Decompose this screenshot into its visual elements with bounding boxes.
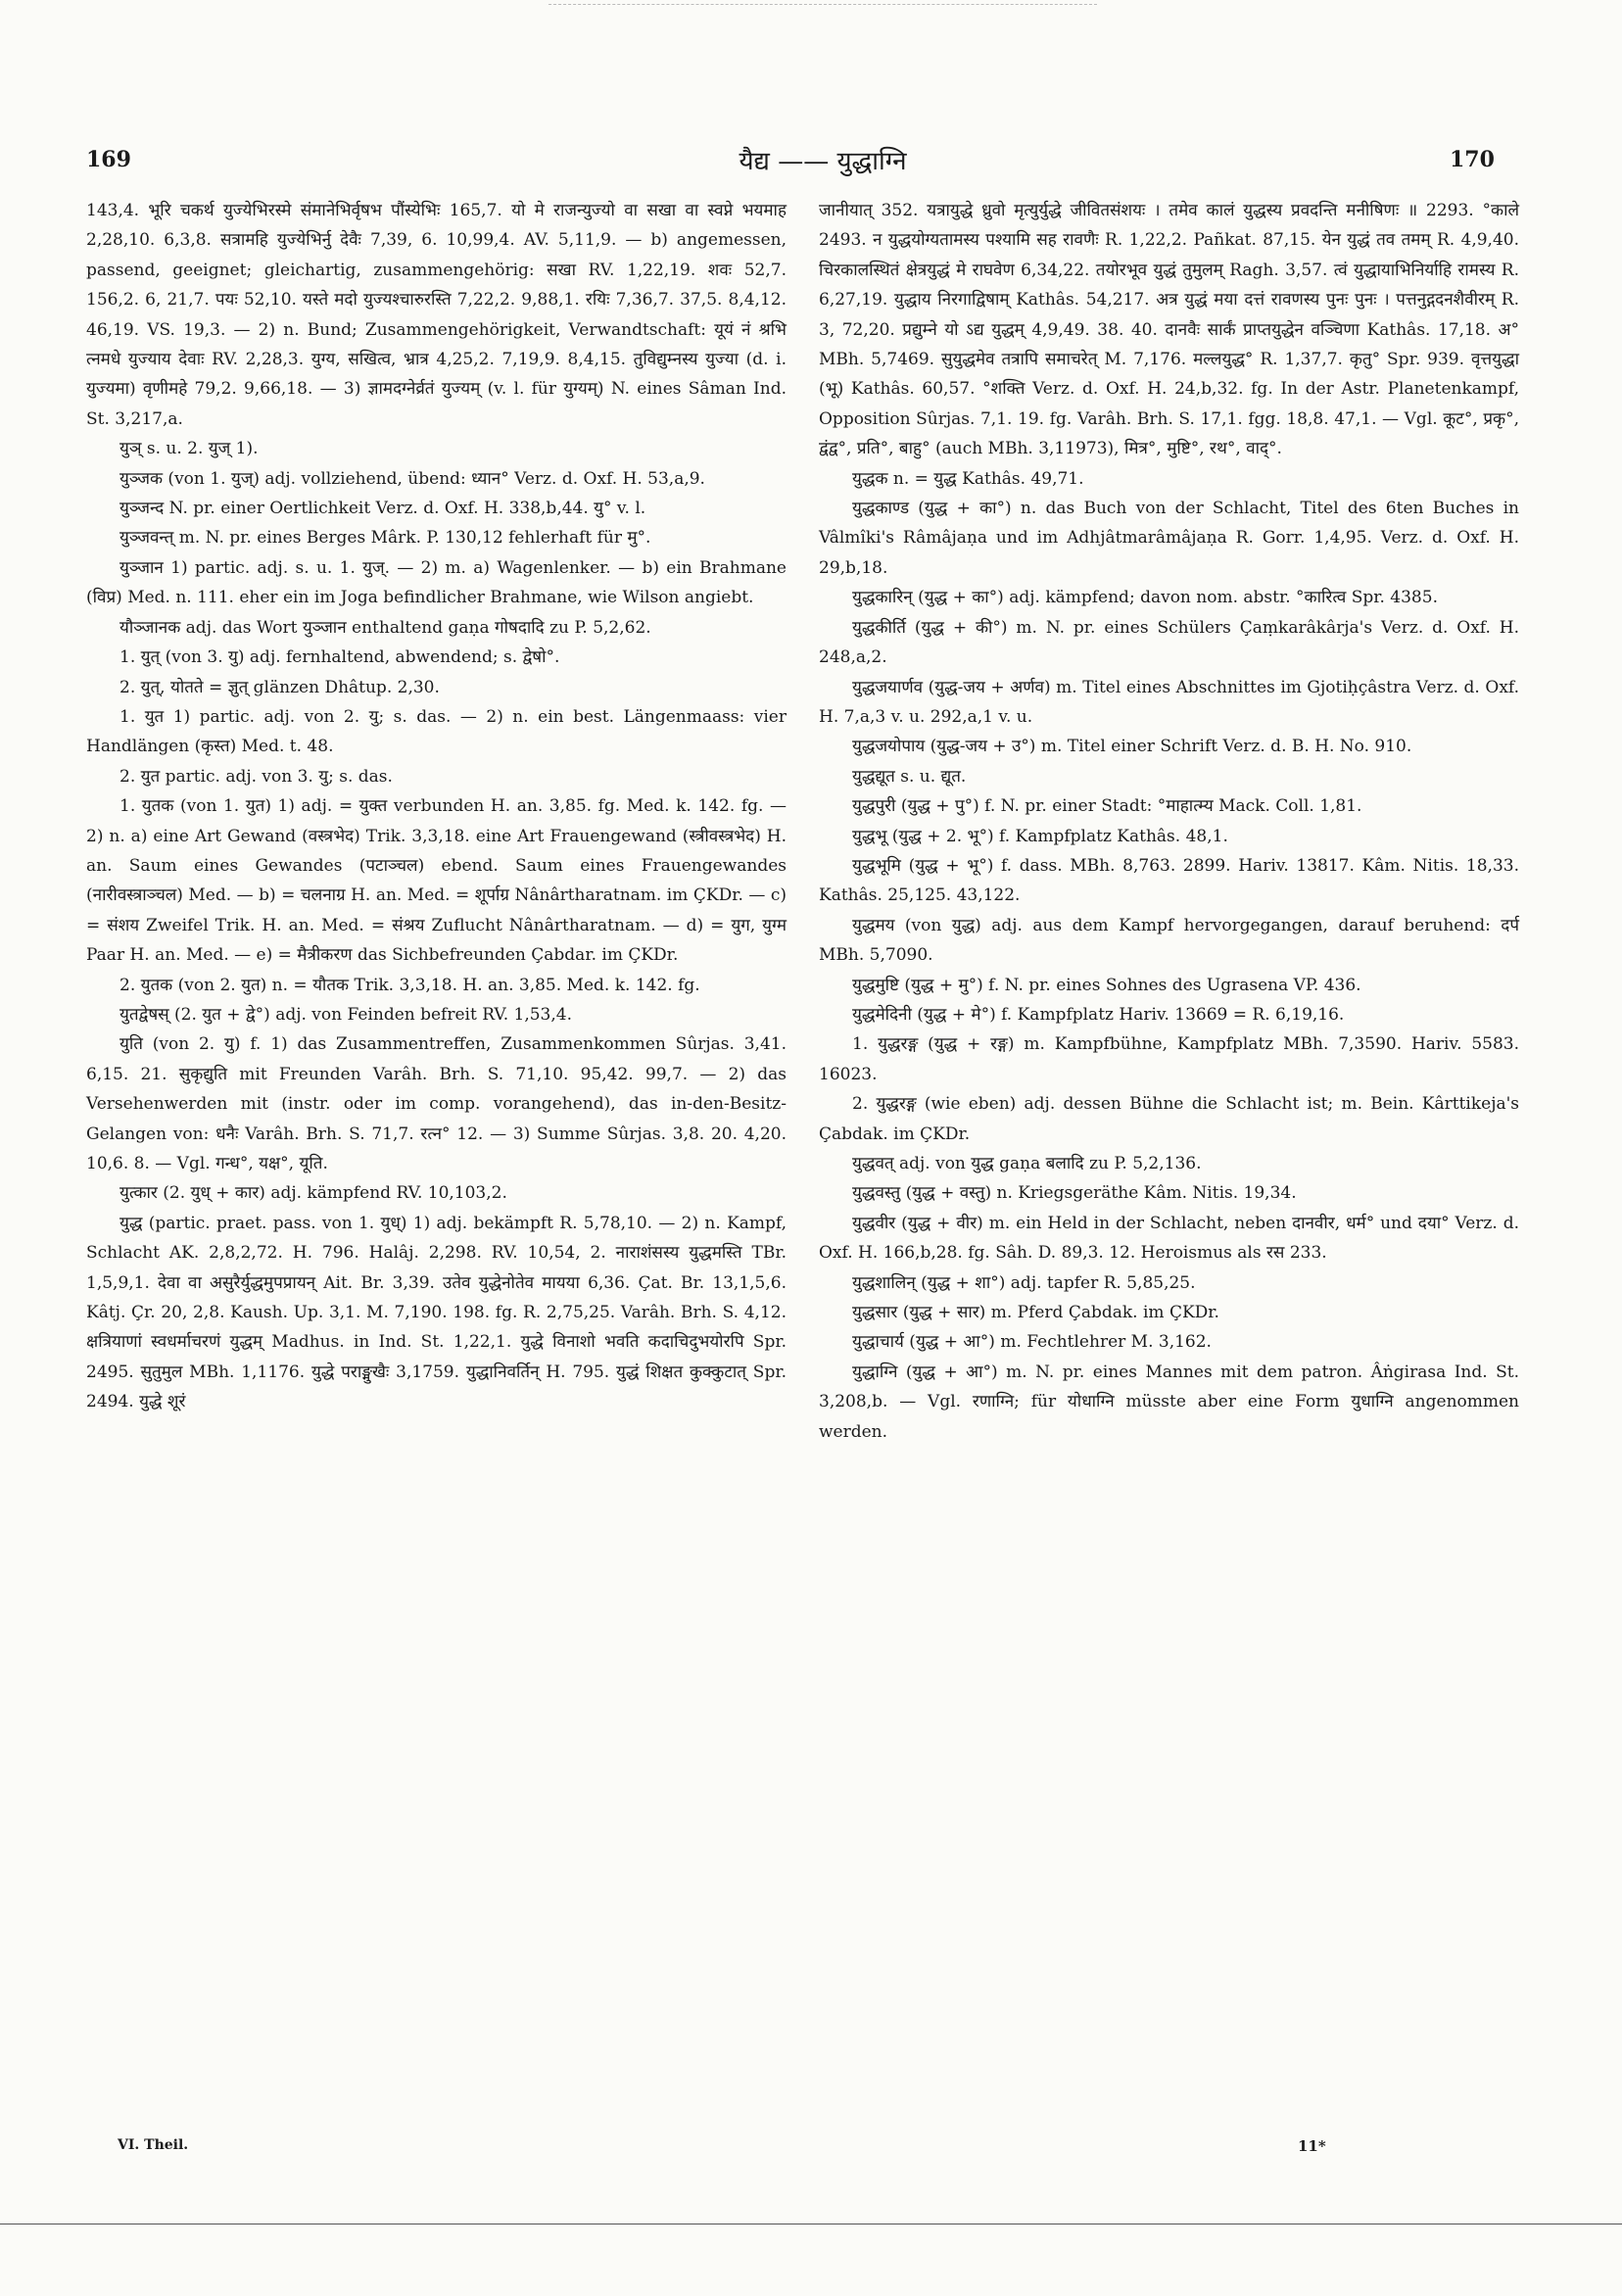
entry: युञ्जवन्त् m. N. pr. eines Berges Mârk. P. 130,12 fehlerhaft für मु°.	[119, 528, 651, 549]
entry: युद्धसार (युद्ध + सार) m. Pferd Çabdak. im ÇKDr.	[852, 1303, 1219, 1323]
entry: युद्ध (partic. praet. pass. von 1. युध्) 1) adj. bekämpft R. 5,78,10. — 2) n. Kampf, Schlacht AK. 2,8,2,72. H. 796. Halâj. 2,298. RV. 10,54, 2. नाराशंसस्य युद्धमस्ति TBr. 1,5,9,1. देवा वा असुरैर्युद्धमुपप्रायन् Ait. Br. 3,39. उतेव युद्धेनोतेव मायया 6,36. Çat. Br. 13,1,5,6. Kâtj. Çr. 20, 2,8. Kaush. Up. 3,1. M. 7,190. 198. fg. R. 2,75,25. Varâh. Brh. S. 4,12. क्षत्रियाणां स्वधर्माचरणं युद्धम् Madhus. in Ind. St. 1,22,1. युद्धे विनाशो भवति कदाचिदुभयोरपि Spr. 2495. सुतुमुल MBh. 1,1176. युद्धे पराङ्मुखैः 3,1759. युद्धानिवर्तिन् H. 795. युद्धं शिक्षत कुक्कुटात् Spr. 2494. युद्धे शूरं	[86, 1213, 787, 1412]
entry: 1. युतक (von 1. युत) 1) adj. = युक्त verbunden H. an. 3,85. fg. Med. k. 142. fg. — 2) n. a) eine Art Gewand (वस्त्रभेद) Trik. 3,3,18. eine Art Frauengewand (स्त्रीवस्त्रभेद) H. an. Saum eines Gewandes (पटाञ्चल) ebend. Saum eines Frauengewandes (नारीवस्त्राञ्चल) Med. — b) = चलनाग्र H. an. Med. = शूर्पाग्र Nânârtharatnam. im ÇKDr. — c) = संशय Zweifel Trik. H. an. Med. = संश्रय Zuflucht Nânârtharatnam. — d) = युग, युग्म Paar H. an. Med. — e) = मैत्रीकरण das Sichbefreunden Çabdar. im ÇKDr.	[86, 796, 787, 966]
entry: युद्धद्यूत s. u. द्यूत.	[852, 766, 967, 787]
entry: युद्धकारिन् (युद्ध + का°) adj. kämpfend; davon nom. abstr. °कारित्व Spr. 4385.	[852, 588, 1438, 608]
sheet-mark: 11*	[1298, 2137, 1326, 2155]
entry: 1. युत् (von 3. यु) adj. fernhaltend, abwendend; s. द्वेषो°.	[119, 647, 560, 668]
entry: युत्कार (2. युध् + कार) adj. kämpfend RV. 10,103,2.	[119, 1183, 507, 1204]
entry: युद्धमय (von युद्ध) adj. aus dem Kampf hervorgegangen, darauf beruhend: दर्प MBh. 5,7090.	[819, 915, 1519, 966]
entry: युद्धशालिन् (युद्ध + शा°) adj. tapfer R. 5,85,25.	[852, 1272, 1196, 1293]
entry: 2. युत partic. adj. von 3. यु; s. das.	[119, 766, 393, 787]
page-number-left: 169	[86, 147, 131, 172]
entry: 2. युद्धरङ्ग (wie eben) adj. dessen Bühne die Schlacht ist; m. Bein. Kârttikeja's Çabdak. im ÇKDr.	[819, 1094, 1519, 1144]
entry: युति (von 2. यु) f. 1) das Zusammentreffen, Zusammenkommen Sûrjas. 3,41. 6,15. 21. सुकृद्युति mit Freunden Varâh. Brh. S. 71,10. 95,42. 99,7. — 2) das Versehenwerden mit (instr. oder im comp. vorangehend), das in-den-Besitz-Gelangen von: धनैः Varâh. Brh. S. 71,7. रत्न° 12. — 3) Summe Sûrjas. 3,8. 20. 4,20. 10,6. 8. — Vgl. गन्ध°, यक्ष°, यूति.	[86, 1034, 787, 1173]
entry: जानीयात् 352. यत्रायुद्धे ध्रुवो मृत्युर्युद्धे जीवितसंशयः । तमेव कालं युद्धस्य प्रवदन्ति मनीषिणः ॥ 2293. °काले 2493. न युद्धयोग्यतामस्य पश्यामि सह रावणैः R. 1,22,2. Pañkat. 87,15. येन युद्धं तव तमम् R. 4,9,40. चिरकालस्थितं क्षेत्रयुद्धं मे राघवेण 6,34,22. तयोरभूव युद्धं तुमुलम् Ragh. 3,57. त्वं युद्धायाभिनिर्याहि रामस्य R. 6,27,19. युद्धाय निरगाद्विषाम् Kathâs. 54,217. अत्र युद्धं मया दत्तं रावणस्य पुनः पुनः । पत्तनुद्गदनशैवीरम् R. 3, 72,20. प्रद्युम्ने यो ऽद्य युद्धम् 4,9,49. 38. 40. दानवैः सार्कं प्राप्तयुद्धेन वञ्चिणा Kathâs. 17,18. अ° MBh. 5,7469. सुयुद्धमेव तत्रापि समाचरेत् M. 7,176. मल्लयुद्ध° R. 1,37,7. कृतु° Spr. 939. वृत्तयुद्धा (भू) Kathâs. 60,57. °शक्ति Verz. d. Oxf. H. 24,b,32. fg. In der Astr. Planetenkampf, Opposition Sûrjas. 7,1. 19. fg. Varâh. Brh. S. 17,1. fgg. 18,8. 47,1. — Vgl. कूट°, प्रकृ°, द्वंद्व°, प्रति°, बाहु° (auch MBh. 3,11973), मित्र°, मुष्टि°, रथ°, वाद्°.	[819, 201, 1519, 459]
entry: युद्धाग्नि (युद्ध + आ°) m. N. pr. eines Mannes mit dem patron. Âṅgirasa Ind. St. 3,208,b. — Vgl. रणाग्नि; für योधाग्नि müsste aber eine Form युधाग्नि angenommen werden.	[819, 1362, 1519, 1442]
entry: युद्धकाण्ड (युद्ध + का°) n. das Buch von der Schlacht, Titel des 6ten Buches in Vâlmîki's Râmâjaṇa und im Adhjâtmarâmâjaṇa R. Gorr. 1,4,95. Verz. d. Oxf. H. 29,b,18.	[819, 499, 1519, 578]
volume-signature: VI. Theil.	[118, 2137, 189, 2153]
entry: युञ्जन्द N. pr. einer Oertlichkeit Verz. d. Oxf. H. 338,b,44. यु° v. l.	[119, 499, 646, 519]
scan-top-marks	[549, 4, 1097, 6]
entry: युद्धभू (युद्ध + 2. भू°) f. Kampfplatz Kathâs. 48,1.	[852, 826, 1228, 846]
entry: युञ्जक (von 1. युज्) adj. vollziehend, übend: ध्यान° Verz. d. Oxf. H. 53,a,9.	[119, 468, 705, 489]
entry: युञ् s. u. 2. युज् 1).	[119, 439, 259, 459]
entry: 1. युद्धरङ्ग (युद्ध + रङ्ग) m. Kampfbühne, Kampfplatz MBh. 7,3590. Hariv. 5583. 16023.	[819, 1034, 1519, 1084]
entry: 143,4. भूरि चकर्थ युज्येभिरस्मे संमानेभिर्वृषभ पौंस्येभिः 165,7. यो मे राजन्युज्यो वा सखा वा स्वप्ने भयमाह 2,28,10. 6,3,8. सत्रामहि युज्येभिर्नु देवैः 7,39, 6. 10,99,4. AV. 5,11,9. — b) angemessen, passend, geeignet; gleichartig, zusammengehörig: सखा RV. 1,22,19. शवः 52,7. 156,2. 6, 21,7. पयः 52,10. यस्ते मदो युज्यश्चारुरस्ति 7,22,2. 9,88,1. रयिः 7,36,7. 37,5. 8,4,12. 46,19. VS. 19,3. — 2) n. Bund; Zusammengehörigkeit, Verwandtschaft: यूयं नं श्रभि त्नमधे युज्याय देवाः RV. 2,28,3. युग्य, सखित्व, भ्रात्र 4,25,2. 7,19,9. 8,4,15. तुविद्युम्नस्य युज्या (d. i. युज्यमा) वृणीमहे 79,2. 9,66,18. — 3) ज्ञामदग्नेर्व्रतं युज्यम् (v. l. für युग्यम्) N. eines Sâman Ind. St. 3,217,a.	[86, 201, 787, 429]
entry: 1. युत 1) partic. adj. von 2. यु; s. das. — 2) n. ein best. Längenmaass: vier Handlängen (कृस्त) Med. t. 48.	[86, 706, 787, 757]
entry: युद्धवत् adj. von युद्ध gaṇa बलादि zu P. 5,2,136.	[852, 1154, 1202, 1173]
entry: युतद्वेषस् (2. युत + द्वे°) adj. von Feinden befreit RV. 1,53,4.	[119, 1004, 572, 1025]
right-column	[819, 196, 1519, 1447]
entry: 2. युतक (von 2. युत) n. = यौतक Trik. 3,3,18. H. an. 3,85. Med. k. 142. fg.	[119, 975, 700, 995]
guide-words: यैद्य —— युद्धाग्नि	[739, 147, 907, 176]
entry: युद्धवीर (युद्ध + वीर) m. ein Held in der Schlacht, neben दानवीर, धर्म° und दया° Verz. d. Oxf. H. 166,b,28. fg. Sâh. D. 89,3. 12. Heroismus als रस 233.	[819, 1213, 1519, 1264]
entry: यौञ्जानक adj. das Wort युञ्जान enthaltend gaṇa गोषदादि zu P. 5,2,62.	[119, 617, 651, 638]
entry: युद्धभूमि (युद्ध + भू°) f. dass. MBh. 8,763. 2899. Hariv. 13817. Kâm. Nitis. 18,33. Kathâs. 25,125. 43,122.	[819, 855, 1519, 906]
entry: युद्धवस्तु (युद्ध + वस्तु) n. Kriegsgeräthe Kâm. Nitis. 19,34.	[852, 1183, 1297, 1204]
entry: युद्धाचार्य (युद्ध + आ°) m. Fechtlehrer M. 3,162.	[852, 1332, 1212, 1353]
left-column	[86, 196, 787, 1417]
entry: युद्धक n. = युद्ध Kathâs. 49,71.	[852, 468, 1084, 489]
entry: युद्धमुष्टि (युद्ध + मु°) f. N. pr. eines Sohnes des Ugrasena VP. 436.	[852, 975, 1361, 995]
entry: युद्धजयार्णव (युद्ध-जय + अर्णव) m. Titel eines Abschnittes im Gjotiḥçâstra Verz. d. Oxf. H. 7,a,3 v. u. 292,a,1 v. u.	[819, 677, 1519, 727]
entry: युद्धमेदिनी (युद्ध + मे°) f. Kampfplatz Hariv. 13669 = R. 6,19,16.	[852, 1004, 1345, 1025]
entry: युद्धजयोपाय (युद्ध-जय + उ°) m. Titel einer Schrift Verz. d. B. H. No. 910.	[852, 737, 1412, 757]
entry: युद्धकीर्ति (युद्ध + की°) m. N. pr. eines Schülers Çaṃkarâkârja's Verz. d. Oxf. H. 248,a,2.	[819, 617, 1519, 668]
entry: युद्धपुरी (युद्ध + पु°) f. N. pr. einer Stadt: °माहात्म्य Mack. Coll. 1,81.	[852, 796, 1362, 817]
entry: युञ्जान 1) partic. adj. s. u. 1. युज्. — 2) m. a) Wagenlenker. — b) ein Brahmane (विप्र) Med. n. 111. eher ein im Joga befindlicher Brahmane, wie Wilson angiebt.	[86, 557, 787, 608]
entry: 2. युत्, योतते = ज्ञुत् glänzen Dhâtup. 2,30.	[119, 677, 440, 697]
page-number-right: 170	[1450, 147, 1495, 172]
